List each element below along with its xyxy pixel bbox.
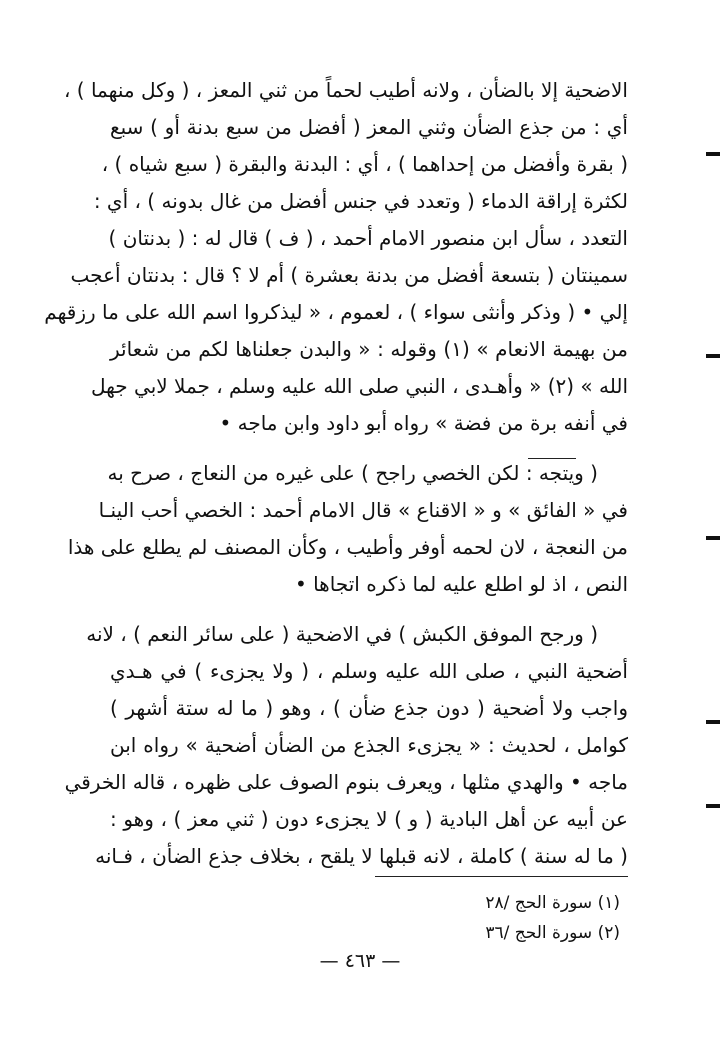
- margin-edge-mark: [706, 536, 720, 540]
- footnote-item: (٢) سورة الحج /٣٦: [485, 923, 620, 943]
- text-line: ( ما له سنة ) كاملة ، لانه قبلها لا يلقح ، بخلاف جذع الضأن ، فـانه: [95, 844, 628, 868]
- paragraph-3: [64, 616, 628, 875]
- text-line: ( بقرة وأفضل من إحداهما ) ، أي : البدنة والبقرة ( سبع شياه ) ،: [101, 152, 628, 176]
- text-line: سمينتان ( بتسعة أفضل من بدنة بعشرة ) أم لا ؟ قال : بدنتان أعجب: [70, 263, 628, 287]
- text-line: من بهيمة الانعام » (١) وقوله : « والبدن جعلناها لكم من شعائر: [110, 337, 628, 361]
- text-line: التعدد ، سأل ابن منصور الامام أحمد ، ( ف ) قال له : ( بدنتان ): [108, 226, 628, 250]
- text-line: في « الفائق » و « الاقناع » قال الامام أحمد : الخصي أحب الينـا: [98, 498, 628, 522]
- text-line: ( ويتجه : لكن الخصي راجح ) على غيره من النعاج ، صرح به: [107, 461, 598, 485]
- text-line: في أنفه برة من فضة » رواه أبو داود وابن ماجه •: [219, 411, 628, 435]
- text-line: كوامل ، لحديث : « يجزىء الجذع من الضأن أضحية » رواه ابن: [110, 733, 628, 757]
- text-line: ( ورجح الموفق الكبش ) في الاضحية ( على سائر النعم ) ، لانه: [86, 622, 598, 646]
- text-line: إلي • ( وذكر وأنثى سواء ) ، لعموم ، « ليذكروا اسم الله على ما رزقهم: [44, 300, 628, 324]
- page-number: — ٤٦٣ —: [319, 950, 401, 972]
- text-line: واجب ولا أضحية ( دون جذع ضأن ) ، وهو ( ما له ستة أشهر ): [110, 696, 628, 720]
- text-line: أضحية النبي ، صلى الله عليه وسلم ، ( ولا يجزىء ) في هـدي: [110, 659, 628, 683]
- margin-edge-mark: [706, 720, 720, 724]
- text-line: عن أبيه عن أهل البادية ( و ) لا يجزىء دون ( ثني معز ) ، وهو :: [110, 807, 628, 831]
- footnotes: [360, 888, 620, 948]
- text-line: ماجه • والهدي مثلها ، ويعرف بنوم الصوف على ظهره ، قاله الخرقي: [64, 770, 628, 794]
- margin-edge-mark: [706, 152, 720, 156]
- paragraph-2: [67, 455, 628, 603]
- text-line: الله » (٢) « وأهـدى ، النبي صلى الله عليه وسلم ، جملا لابي جهل: [90, 374, 628, 398]
- footnote-separator: [375, 876, 628, 877]
- paragraph-1: [44, 72, 628, 442]
- text-line: لكثرة إراقة الدماء ( وتعدد في جنس أفضل من غال بدونه ) ، أي :: [93, 189, 628, 213]
- margin-edge-mark: [706, 804, 720, 808]
- text-line: النص ، اذ لو اطلع عليه لما ذكره اتجاها •: [294, 572, 628, 596]
- text-line: من النعجة ، لان لحمه أوفر وأطيب ، وكأن المصنف لم يطلع على هذا: [67, 535, 628, 559]
- footnote-item: (١) سورة الحج /٢٨: [485, 893, 620, 913]
- text-line: أي : من جذع الضأن وثني المعز ( أفضل من سبع بدنة أو ) سبع: [110, 115, 628, 139]
- margin-edge-mark: [706, 354, 720, 358]
- text-line: الاضحية إلا بالضأن ، ولانه أطيب لحماً من ثني المعز ، ( وكل منهما ) ،: [63, 78, 628, 102]
